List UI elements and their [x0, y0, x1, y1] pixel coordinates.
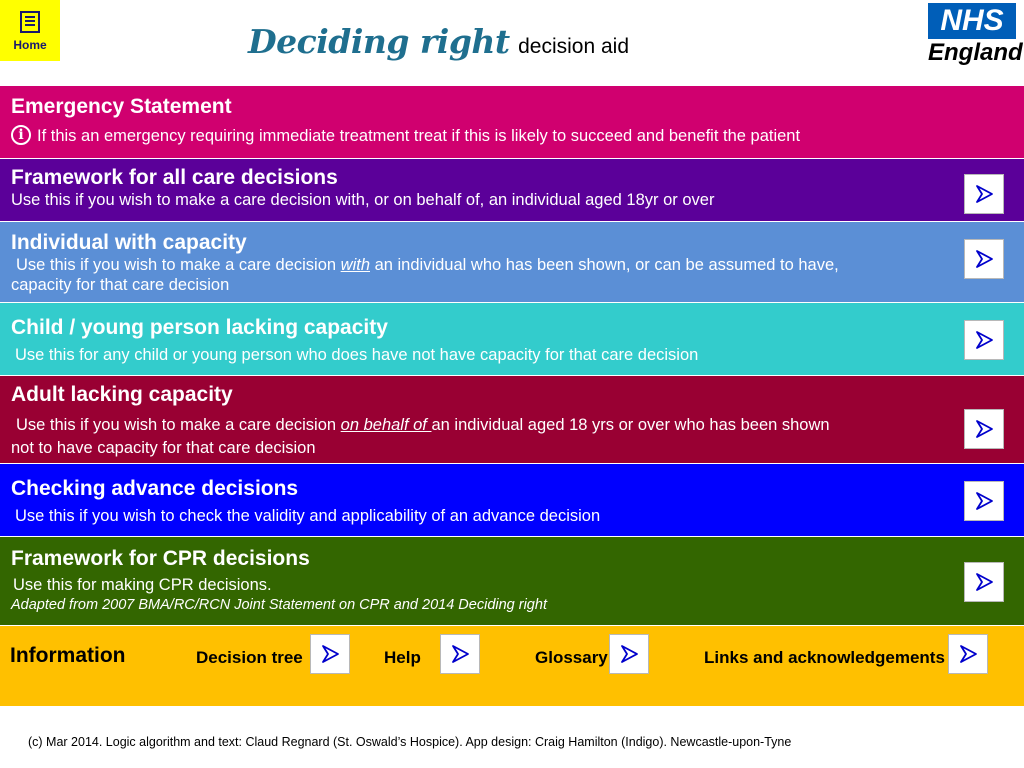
capacity-text-line2: capacity for that care decision: [11, 276, 230, 294]
cpr-arrow-button[interactable]: [964, 562, 1004, 602]
help-arrow-button[interactable]: [440, 634, 480, 674]
information-title: Information: [10, 644, 126, 667]
title-main: Deciding right: [248, 22, 510, 61]
arrow-right-icon: [974, 572, 994, 592]
advance-section[interactable]: [0, 464, 1024, 536]
arrow-right-icon: [450, 644, 470, 664]
cpr-text: Use this for making CPR decisions.: [13, 576, 272, 594]
links-acknowledgements-arrow-button[interactable]: [948, 634, 988, 674]
cpr-section[interactable]: [0, 537, 1024, 625]
document-icon: [18, 10, 42, 34]
arrow-right-icon: [974, 330, 994, 350]
arrow-right-icon: [974, 249, 994, 269]
adult-text-pre: Use this if you wish to make a care decision: [16, 416, 341, 434]
title-sub: decision aid: [518, 35, 629, 58]
adult-section[interactable]: [0, 376, 1024, 463]
adult-text-em: on behalf of: [340, 416, 432, 434]
decision-tree-arrow-button[interactable]: [310, 634, 350, 674]
nhs-logo-region: England: [928, 39, 1023, 66]
arrow-right-icon: [320, 644, 340, 664]
emergency-text: If this an emergency requiring immediate treatment treat if this is likely to succeed and benefit the patient: [37, 127, 801, 145]
emergency-title: Emergency Statement: [11, 95, 232, 118]
arrow-right-icon: [974, 184, 994, 204]
adult-text-post: an individual aged 18 yrs or over who has been shown: [431, 416, 830, 434]
home-button[interactable]: [0, 0, 60, 61]
advance-arrow-button[interactable]: [964, 481, 1004, 521]
capacity-title: Individual with capacity: [11, 231, 247, 254]
child-title: Child / young person lacking capacity: [11, 316, 388, 339]
page-title: [248, 22, 629, 61]
framework-all-text: Use this if you wish to make a care decision with, or on behalf of, an individual aged 18yr or over: [11, 191, 715, 209]
arrow-right-icon: [958, 644, 978, 664]
advance-text: Use this if you wish to check the validity and applicability of an advance decision: [15, 507, 601, 525]
arrow-right-icon: [974, 419, 994, 439]
adult-text-line2: not to have capacity for that care decision: [11, 439, 316, 457]
capacity-text-pre: Use this if you wish to make a care decision: [16, 256, 341, 274]
help-label: Help: [384, 648, 421, 667]
emergency-statement: [0, 86, 1024, 158]
framework-all-title: Framework for all care decisions: [11, 166, 338, 189]
emergency-row: [11, 126, 1024, 146]
capacity-arrow-button[interactable]: [964, 239, 1004, 279]
cpr-title: Framework for CPR decisions: [11, 547, 310, 570]
arrow-right-icon: [974, 491, 994, 511]
links-acknowledgements-label: Links and acknowledgements: [704, 648, 945, 667]
home-label: Home: [13, 37, 47, 52]
framework-all-arrow-button[interactable]: [964, 174, 1004, 214]
nhs-england-logo: [928, 3, 1023, 67]
capacity-text-post: an individual who has been shown, or can be assumed to have,: [370, 256, 839, 274]
framework-all-section[interactable]: [0, 159, 1024, 221]
capacity-text-em: with: [340, 256, 370, 274]
decision-tree-label: Decision tree: [196, 648, 303, 667]
glossary-arrow-button[interactable]: [609, 634, 649, 674]
nhs-logo-box: NHS: [928, 3, 1016, 39]
glossary-label: Glossary: [535, 648, 608, 667]
adult-arrow-button[interactable]: [964, 409, 1004, 449]
child-arrow-button[interactable]: [964, 320, 1004, 360]
info-icon: i: [11, 125, 31, 145]
capacity-text: [11, 255, 1024, 275]
arrow-right-icon: [619, 644, 639, 664]
footer-credits: (c) Mar 2014. Logic algorithm and text: Claud Regnard (St. Oswald’s Hospice). App design: Craig Hamilton (Indigo). Newcastle-upon-Tyne: [28, 735, 792, 749]
child-text: Use this for any child or young person who does have not have capacity for that care decision: [15, 346, 699, 364]
adult-title: Adult lacking capacity: [11, 383, 233, 406]
child-section[interactable]: [0, 303, 1024, 375]
capacity-section[interactable]: [0, 222, 1024, 302]
adult-text: [11, 415, 1024, 435]
cpr-note: Adapted from 2007 BMA/RC/RCN Joint Statement on CPR and 2014 Deciding right: [11, 597, 547, 613]
advance-title: Checking advance decisions: [11, 477, 299, 500]
